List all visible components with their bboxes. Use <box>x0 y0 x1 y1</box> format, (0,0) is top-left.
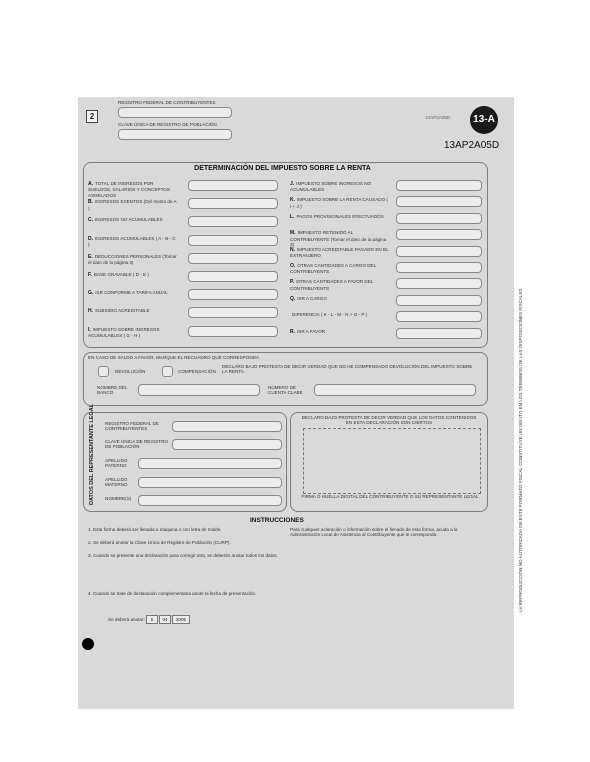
banco-label: NOMBRE DEL BANCO <box>97 385 128 396</box>
isr-right-row-text: OTRAS CANTIDADES A FAVOR DEL CONTRIBUYENTE <box>290 279 374 291</box>
isr-right-row-label <box>290 263 390 275</box>
isr-left-row-text: INGRESOS NO ACUMULABLES <box>95 217 163 223</box>
rep-rfc-field[interactable] <box>172 421 282 432</box>
isr-left-row-text: IMPUESTO SOBRE INGRESOS ACUMULABLES ( G - H ) <box>88 326 160 338</box>
isr-left-row-label <box>88 217 178 223</box>
instr-1: 1. Esta forma deberá ser llenada a máquina o con letra de molde. <box>88 527 222 532</box>
instr-right: Para cualquier aclaración o información sobre el llenado de esta forma, acuda a la Administración Local de Asistencia al Contribuyente que le corresponda. <box>290 527 458 538</box>
isr-right-row-text: IMPUESTO ACREDITABLE PAGADO EN EL EXTRANJERO <box>290 246 389 258</box>
isr-right-row-field[interactable] <box>396 295 482 306</box>
rep-paterno-field[interactable] <box>138 458 282 469</box>
compensacion-checkbox[interactable] <box>162 366 173 377</box>
devolucion-note: DECLARO BAJO PROTESTA DE DECIR VERDAD QUE NO HE COMPENSADO DEVOLUCIÓN DEL IMPUESTO SOBRE LA RENTA <box>222 364 473 375</box>
isr-left-row-letter: B. <box>88 199 93 206</box>
isr-left-row-label <box>88 308 178 314</box>
isr-left-row-field[interactable] <box>188 307 278 318</box>
side-legal-note: LA REPRODUCCIÓN NO AUTORIZADA DE ESTE FORMATO FISCAL CONSTITUYE UN DELITO EN LOS TÉRMINOS DE LAS DISPOSICIONES FISCALES <box>518 288 523 612</box>
rfc-field[interactable] <box>118 107 232 118</box>
rep-rfc-label: REGISTRO FEDERAL DE CONTRIBUYENTES <box>105 421 159 432</box>
isr-right-row-field[interactable] <box>396 180 482 191</box>
corner-note: 13AP2A05D <box>425 115 451 120</box>
isr-left-row-letter: H. <box>88 308 93 315</box>
isr-left-row-label <box>88 272 178 278</box>
curp-field[interactable] <box>118 129 232 140</box>
isr-left-row-field[interactable] <box>188 326 278 337</box>
isr-left-row-field[interactable] <box>188 253 278 264</box>
form-badge: 13-A <box>470 106 498 134</box>
rep-nombre-label: NOMBRE(S) <box>105 496 132 501</box>
isr-right-row-letter: O. <box>290 263 296 269</box>
isr-right-row-field[interactable] <box>396 196 482 207</box>
rep-paterno-label: APELLIDO PATERNO <box>105 458 128 469</box>
date-label: Se deberá anotar: <box>108 617 145 622</box>
devolucion-title: EN CASO DE SALDO A FAVOR, MARQUE EL RECUADRO QUE CORRESPONDA <box>88 355 260 360</box>
rep-materno-field[interactable] <box>138 477 282 488</box>
devolucion-label: DEVOLUCIÓN <box>115 369 146 374</box>
date-day: 5 <box>146 615 158 624</box>
banco-field[interactable] <box>138 384 260 396</box>
isr-right-row-letter: N. <box>290 246 295 253</box>
isr-left-row-text: DEDUCCIONES PERSONALES (Tomar el dato de la página 3) <box>88 253 177 266</box>
isr-right-row-field[interactable] <box>396 246 482 257</box>
isr-right-row-field[interactable] <box>396 311 482 322</box>
isr-right-row-field[interactable] <box>396 213 482 224</box>
isr-right-row-text: PAGOS PROVISIONALES EFECTUADOS <box>296 213 384 219</box>
isr-left-row-letter: F. <box>88 272 92 278</box>
isr-right-row-field[interactable] <box>396 229 482 240</box>
isr-right-row-label <box>290 279 390 291</box>
isr-left-row-label <box>88 181 178 198</box>
isr-right-row-text: ISR A CARGO <box>297 295 327 301</box>
isr-left-row-field[interactable] <box>188 180 278 191</box>
firma-box[interactable] <box>303 428 481 494</box>
isr-left-row-field[interactable] <box>188 198 278 209</box>
impuesto-title: DETERMINACIÓN DEL IMPUESTO SOBRE LA RENTA <box>194 165 371 172</box>
isr-left-row-field[interactable] <box>188 216 278 227</box>
isr-right-row-letter: P. <box>290 279 295 286</box>
isr-right-row-label <box>290 312 390 318</box>
date-month: 04 <box>159 615 171 624</box>
isr-left-row-letter: D. <box>88 235 93 242</box>
isr-right-row-label <box>290 230 390 247</box>
isr-left-row-letter: I. <box>88 326 91 333</box>
isr-left-row-label <box>88 327 178 339</box>
isr-left-row-letter: C. <box>88 217 93 224</box>
page-number: 2 <box>86 110 98 123</box>
registration-dot <box>82 638 94 650</box>
isr-left-row-text: INGRESOS EXENTOS (Del monto de A ) <box>88 199 177 211</box>
isr-left-row-label <box>88 290 178 296</box>
isr-right-row-letter: Q. <box>290 295 296 302</box>
isr-right-row-label <box>290 214 390 220</box>
isr-right-row-text: IMPUESTO RETENIDO AL CONTRIBUYENTE (Tomar el dato de la página 3) <box>290 230 387 247</box>
isr-left-row-letter: E. <box>88 253 93 260</box>
isr-right-row-text: IMPUESTO SOBRE LA RENTA CAUSADO ( I + J ) <box>290 197 388 209</box>
rep-curp-label: CLAVE ÚNICA DE REGISTRO DE POBLACIÓN <box>105 439 168 450</box>
rep-curp-field[interactable] <box>172 439 282 450</box>
isr-left-row-letter: G. <box>88 290 94 297</box>
devolucion-checkbox[interactable] <box>98 366 109 377</box>
isr-right-row-letter: M. <box>290 230 296 237</box>
isr-right-row-field[interactable] <box>396 278 482 289</box>
isr-right-row-text: ISR A FAVOR <box>297 328 325 334</box>
isr-left-row-text: BASE GRAVABLE ( D - E ) <box>93 272 149 277</box>
isr-left-row-label <box>88 236 178 248</box>
compensacion-label: COMPENSACIÓN <box>178 369 216 374</box>
isr-right-row-text: OTRAS CANTIDADES A CARGO DEL CONTRIBUYENTE <box>290 263 376 275</box>
isr-left-row-letter: A. <box>88 181 93 187</box>
isr-right-row-label <box>290 197 390 209</box>
instr-2: 2. Se deberá anotar la Clave Única de Registro de Población (CURP). <box>88 540 231 545</box>
isr-left-row-text: INGRESOS ACUMULABLES ( A - B - C ) <box>88 235 176 247</box>
isr-left-row-text: SUBSIDIO ACREDITABLE <box>95 308 150 314</box>
isr-left-row-text: TOTAL DE INGRESOS POR SUELDOS, SALARIOS Y CONCEPTOS ASIMILADOS <box>88 181 170 198</box>
cuenta-label: NÚMERO DE CUENTA CLABE <box>268 385 303 396</box>
isr-right-row-text: DIFERENCIA ( K - L - M - N + O - P ) <box>292 312 368 318</box>
firma-declaro: DECLARO BAJO PROTESTA DE DECIR VERDAD QUE LOS DATOS CONTENIDOS EN ESTA DECLARACIÓN SON CIERTOS <box>301 415 477 426</box>
isr-left-row-label <box>88 199 178 211</box>
isr-left-row-field[interactable] <box>188 289 278 300</box>
instr-3: 3. Cuando se presente una declaración para corregir otra, se deberán anotar todos los datos. <box>88 553 278 558</box>
date-year: 2005 <box>172 615 190 624</box>
isr-right-row-field[interactable] <box>396 262 482 273</box>
isr-left-row-label <box>88 254 178 266</box>
instrucciones-title: INSTRUCCIONES <box>250 517 304 524</box>
isr-right-row-label <box>290 329 390 335</box>
firma-caption: FIRMA O HUELLA DIGITAL DEL CONTRIBUYENTE O SU REPRESENTANTE LEGAL <box>301 494 479 499</box>
isr-right-row-label <box>290 296 390 302</box>
isr-right-row-label <box>290 181 390 193</box>
isr-right-row-label <box>290 247 390 259</box>
cuenta-field[interactable] <box>314 384 476 396</box>
isr-right-row-field[interactable] <box>396 328 482 339</box>
isr-right-row-text: IMPUESTO SOBRE INGRESOS NO ACUMULABLES <box>290 181 372 193</box>
form-code: 13AP2A05D <box>444 140 500 151</box>
isr-left-row-field[interactable] <box>188 271 278 282</box>
representante-section-label: DATOS DEL REPRESENTANTE LEGAL <box>89 403 95 505</box>
instr-4: 4. Cuando se trate de declaración complementaria anote la fecha de presentación. <box>88 591 257 596</box>
isr-right-row-letter: K. <box>290 197 295 204</box>
isr-left-row-text: ISR CONFORME A TARIFA ANUAL <box>95 290 168 296</box>
isr-right-row-letter: J. <box>290 181 295 187</box>
isr-right-row-letter: L. <box>290 213 295 220</box>
rep-nombre-field[interactable] <box>138 495 282 506</box>
rep-materno-label: APELLIDO MATERNO <box>105 477 128 488</box>
curp-label: CLAVE ÚNICA DE REGISTRO DE POBLACIÓN <box>118 122 217 127</box>
isr-right-row-letter: R. <box>290 328 295 335</box>
isr-left-row-field[interactable] <box>188 235 278 246</box>
rfc-label: REGISTRO FEDERAL DE CONTRIBUYENTES <box>118 100 216 105</box>
